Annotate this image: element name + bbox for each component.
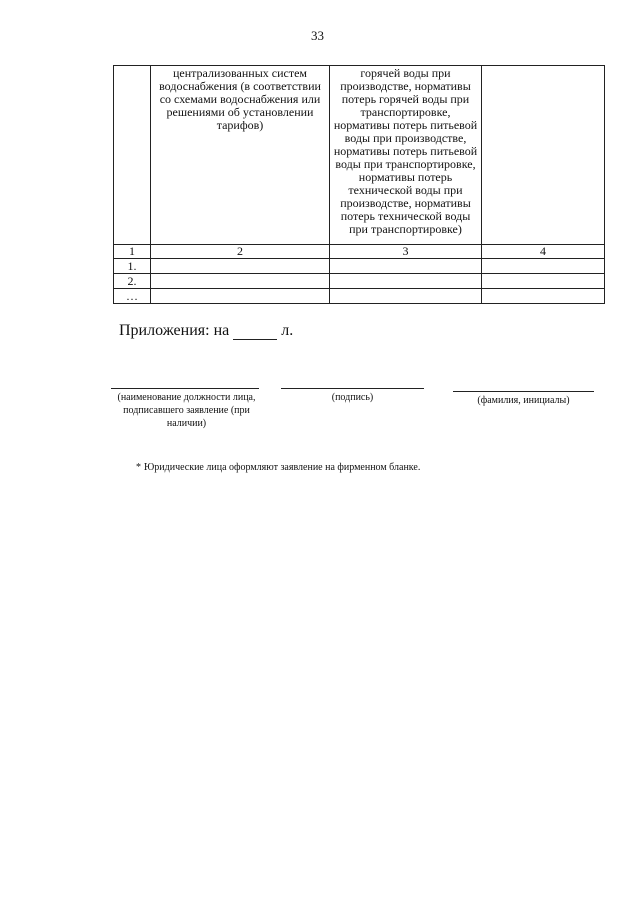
table-cell: [482, 259, 605, 274]
losses-table: [113, 65, 605, 304]
table-cell: [151, 274, 330, 289]
table-cell: [151, 259, 330, 274]
column-number-row: [114, 245, 605, 259]
table-cell: [330, 274, 482, 289]
attachments-count-blank[interactable]: [233, 325, 277, 340]
footnote-marker: *: [136, 462, 141, 473]
table-cell: [330, 259, 482, 274]
attachments-line: [119, 322, 293, 340]
name-signature-line[interactable]: [453, 391, 594, 392]
cell-loss-norms: горячей воды при производстве, нормативы потерь горячей воды при транспортировке, нормативы потерь питьевой воды при производстве, нормативы потерь питьевой воды при транспортировке, нормативы потерь технической воды при производстве, нормативы потерь технической воды при транспортировке): [330, 66, 482, 245]
signature-line[interactable]: [281, 388, 424, 389]
row-number: 2.: [114, 274, 151, 289]
page-number: 33: [311, 28, 324, 43]
table-cell: [482, 274, 605, 289]
column-number: 4: [482, 245, 605, 259]
footnote-text: Юридические лица оформляют заявление на фирменном бланке.: [144, 462, 421, 473]
position-caption: (наименование должности лица, подписавшего заявление (при наличии): [117, 392, 256, 429]
position-signature-line[interactable]: [111, 388, 259, 389]
column-number: 3: [330, 245, 482, 259]
table-row: [114, 259, 605, 274]
attachments-suffix: л.: [281, 322, 294, 339]
column-number: 1: [114, 245, 151, 259]
table-cell: [151, 289, 330, 304]
table-row: [114, 289, 605, 304]
table-cell: [330, 289, 482, 304]
row-number: …: [114, 289, 151, 304]
table-row: [114, 274, 605, 289]
row-number: 1.: [114, 259, 151, 274]
table-continuation-row: [114, 66, 605, 245]
table-cell: [482, 289, 605, 304]
name-caption: (фамилия, инициалы): [477, 395, 570, 406]
column-number: 2: [151, 245, 330, 259]
cell-water-systems: централизованных систем водоснабжения (в соответствии со схемами водоснабжения или решениями об установлении тарифов): [151, 66, 330, 245]
cell-col1: [114, 66, 151, 245]
attachments-label: Приложения: на: [119, 322, 230, 339]
footnote: [136, 462, 420, 473]
cell-col4: [482, 66, 605, 245]
signature-caption: (подпись): [331, 392, 374, 403]
